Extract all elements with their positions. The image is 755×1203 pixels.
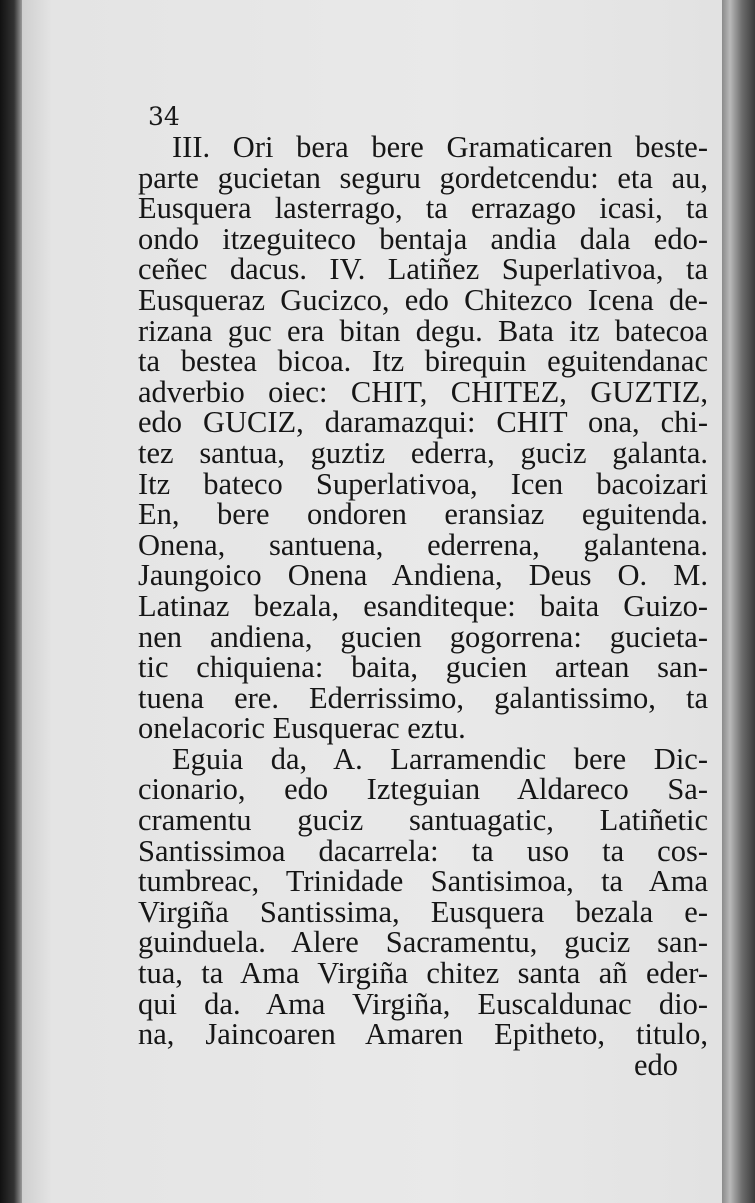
text-line: Jaungoico Onena Andiena, Deus O. M. <box>138 558 708 593</box>
text-line: Eguia da, A. Larramendic bere Dic- <box>172 741 708 776</box>
text-line: tez santua, guztiz ederra, guciz galanta. <box>138 435 708 470</box>
text-line: Latinaz bezala, esanditeque: baita Guizo- <box>138 588 708 623</box>
text-line: En, bere ondoren eransiaz eguitenda. <box>138 497 708 532</box>
binding-shadow <box>0 0 22 1203</box>
text-line: Itz bateco Superlativoa, Icen bacoizari <box>138 466 708 501</box>
text-line: edo GUCIZ, daramazqui: CHIT ona, chi- <box>138 405 708 440</box>
page-number: 34 <box>148 102 180 131</box>
text-line: tua, ta Ama Virgiña chitez santa añ eder- <box>138 956 708 991</box>
text-line: cramentu guciz santuagatic, Latiñetic <box>138 803 708 838</box>
text-line: Santissimoa dacarrela: ta uso ta cos- <box>138 833 708 868</box>
text-line: III. Ori bera bere Gramaticaren beste- <box>172 130 708 164</box>
text-line: tumbreac, Trinidade Santisimoa, ta Ama <box>138 864 708 899</box>
text-line: rizana guc era bitan degu. Bata itz batecoa <box>138 313 708 348</box>
text-line: qui da. Ama Virgiña, Euscaldunac dio- <box>138 986 708 1021</box>
text-line: onelacoric Eusquerac eztu. <box>138 711 466 746</box>
text-line: ta bestea bicoa. Itz birequin eguitendanac <box>138 344 708 379</box>
page-edge-shadow <box>722 0 755 1203</box>
text-line: na, Jaincoaren Amaren Epitheto, titulo, <box>138 1017 708 1052</box>
text-line: Virgiña Santissima, Eusquera bezala e- <box>138 894 708 929</box>
catchword: edo <box>633 1047 678 1082</box>
text-line: tuena ere. Ederrissimo, galantissimo, ta <box>138 680 708 715</box>
text-line: guinduela. Alere Sacramentu, guciz san- <box>138 925 708 960</box>
text-line: adverbio oiec: CHIT, CHITEZ, GUZTIZ, <box>138 374 708 409</box>
text-line: ondo itzeguiteco bentaja andia dala edo- <box>138 221 708 256</box>
text-line: Eusqueraz Gucizco, edo Chitezco Icena de- <box>138 282 708 317</box>
text-line: nen andiena, gucien gogorrena: gucieta- <box>138 619 708 654</box>
text-line: cionario, edo Izteguian Aldareco Sa- <box>138 772 708 807</box>
body-text <box>138 132 708 1080</box>
text-line: Onena, santuena, ederrena, galantena. <box>138 527 708 562</box>
text-line: ceñec dacus. IV. Latiñez Superlativoa, ta <box>138 252 708 287</box>
text-line: Eusquera lasterrago, ta errazago icasi, ta <box>138 191 708 226</box>
text-line: tic chiquiena: baita, gucien artean san- <box>138 650 708 685</box>
text-line: parte gucietan seguru gordetcendu: eta au, <box>138 160 708 195</box>
